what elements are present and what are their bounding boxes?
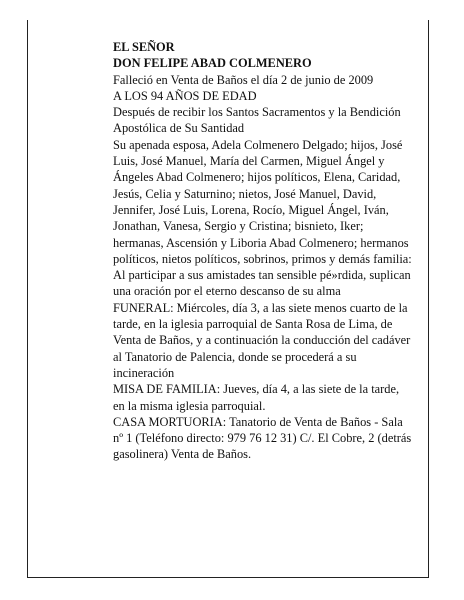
obituary-notice (113, 39, 413, 463)
notice-title-line1: EL SEÑOR (113, 40, 175, 54)
sacraments-paragraph: Después de recibir los Santos Sacramentos y la Bendición Apostólica de Su Santidad (113, 105, 401, 136)
funeral-paragraph: FUNERAL: Miércoles, día 3, a las siete menos cuarto de la tarde, en la iglesia parroquial de Santa Rosa de Lima, de Venta de Baños, y a continuación la conducción del cadáver al Tanatorio de Palencia, donde se procederá a su incineración (113, 300, 411, 380)
age-line: A LOS 94 AÑOS DE EDAD (113, 88, 257, 103)
family-mass-paragraph: MISA DE FAMILIA: Jueves, día 4, a las siete de la tarde, en la misma iglesia parroquial. (113, 382, 400, 413)
mortuary-paragraph: CASA MORTUORIA: Tanatorio de Venta de Baños - Sala nº 1 (Teléfono directo: 979 76 12 31) C/. El Cobre, 2 (detrás gasolinera) Venta de Baños. (113, 414, 412, 462)
death-line: Falleció en Venta de Baños el día 2 de junio de 2009 (113, 72, 374, 87)
family-paragraph: Su apenada esposa, Adela Colmenero Delgado; hijos, José Luis, José Manuel, María del Carmen, Miguel Ángel y Ángeles Abad Colmenero; hijos políticos, Elena, Caridad, Jesús, Celia y Saturnino; nietos, José Manuel, David, Jennifer, José Luis, Lorena, Rocío, Miguel Ángel, Iván, Jonathan, Vanesa, Sergio y Cristina; bisnieto, Iker; hermanas, Ascensión y Liboria Abad Colmenero; hermanos políticos, nietos políticos, sobrinos, primos y demás familia: (113, 137, 412, 266)
notice-title-name: DON FELIPE ABAD COLMENERO (113, 56, 312, 71)
request-paragraph: Al participar a sus amistades tan sensible pé»rdida, suplican una oración por el eterno descanso de su alma (113, 268, 411, 299)
